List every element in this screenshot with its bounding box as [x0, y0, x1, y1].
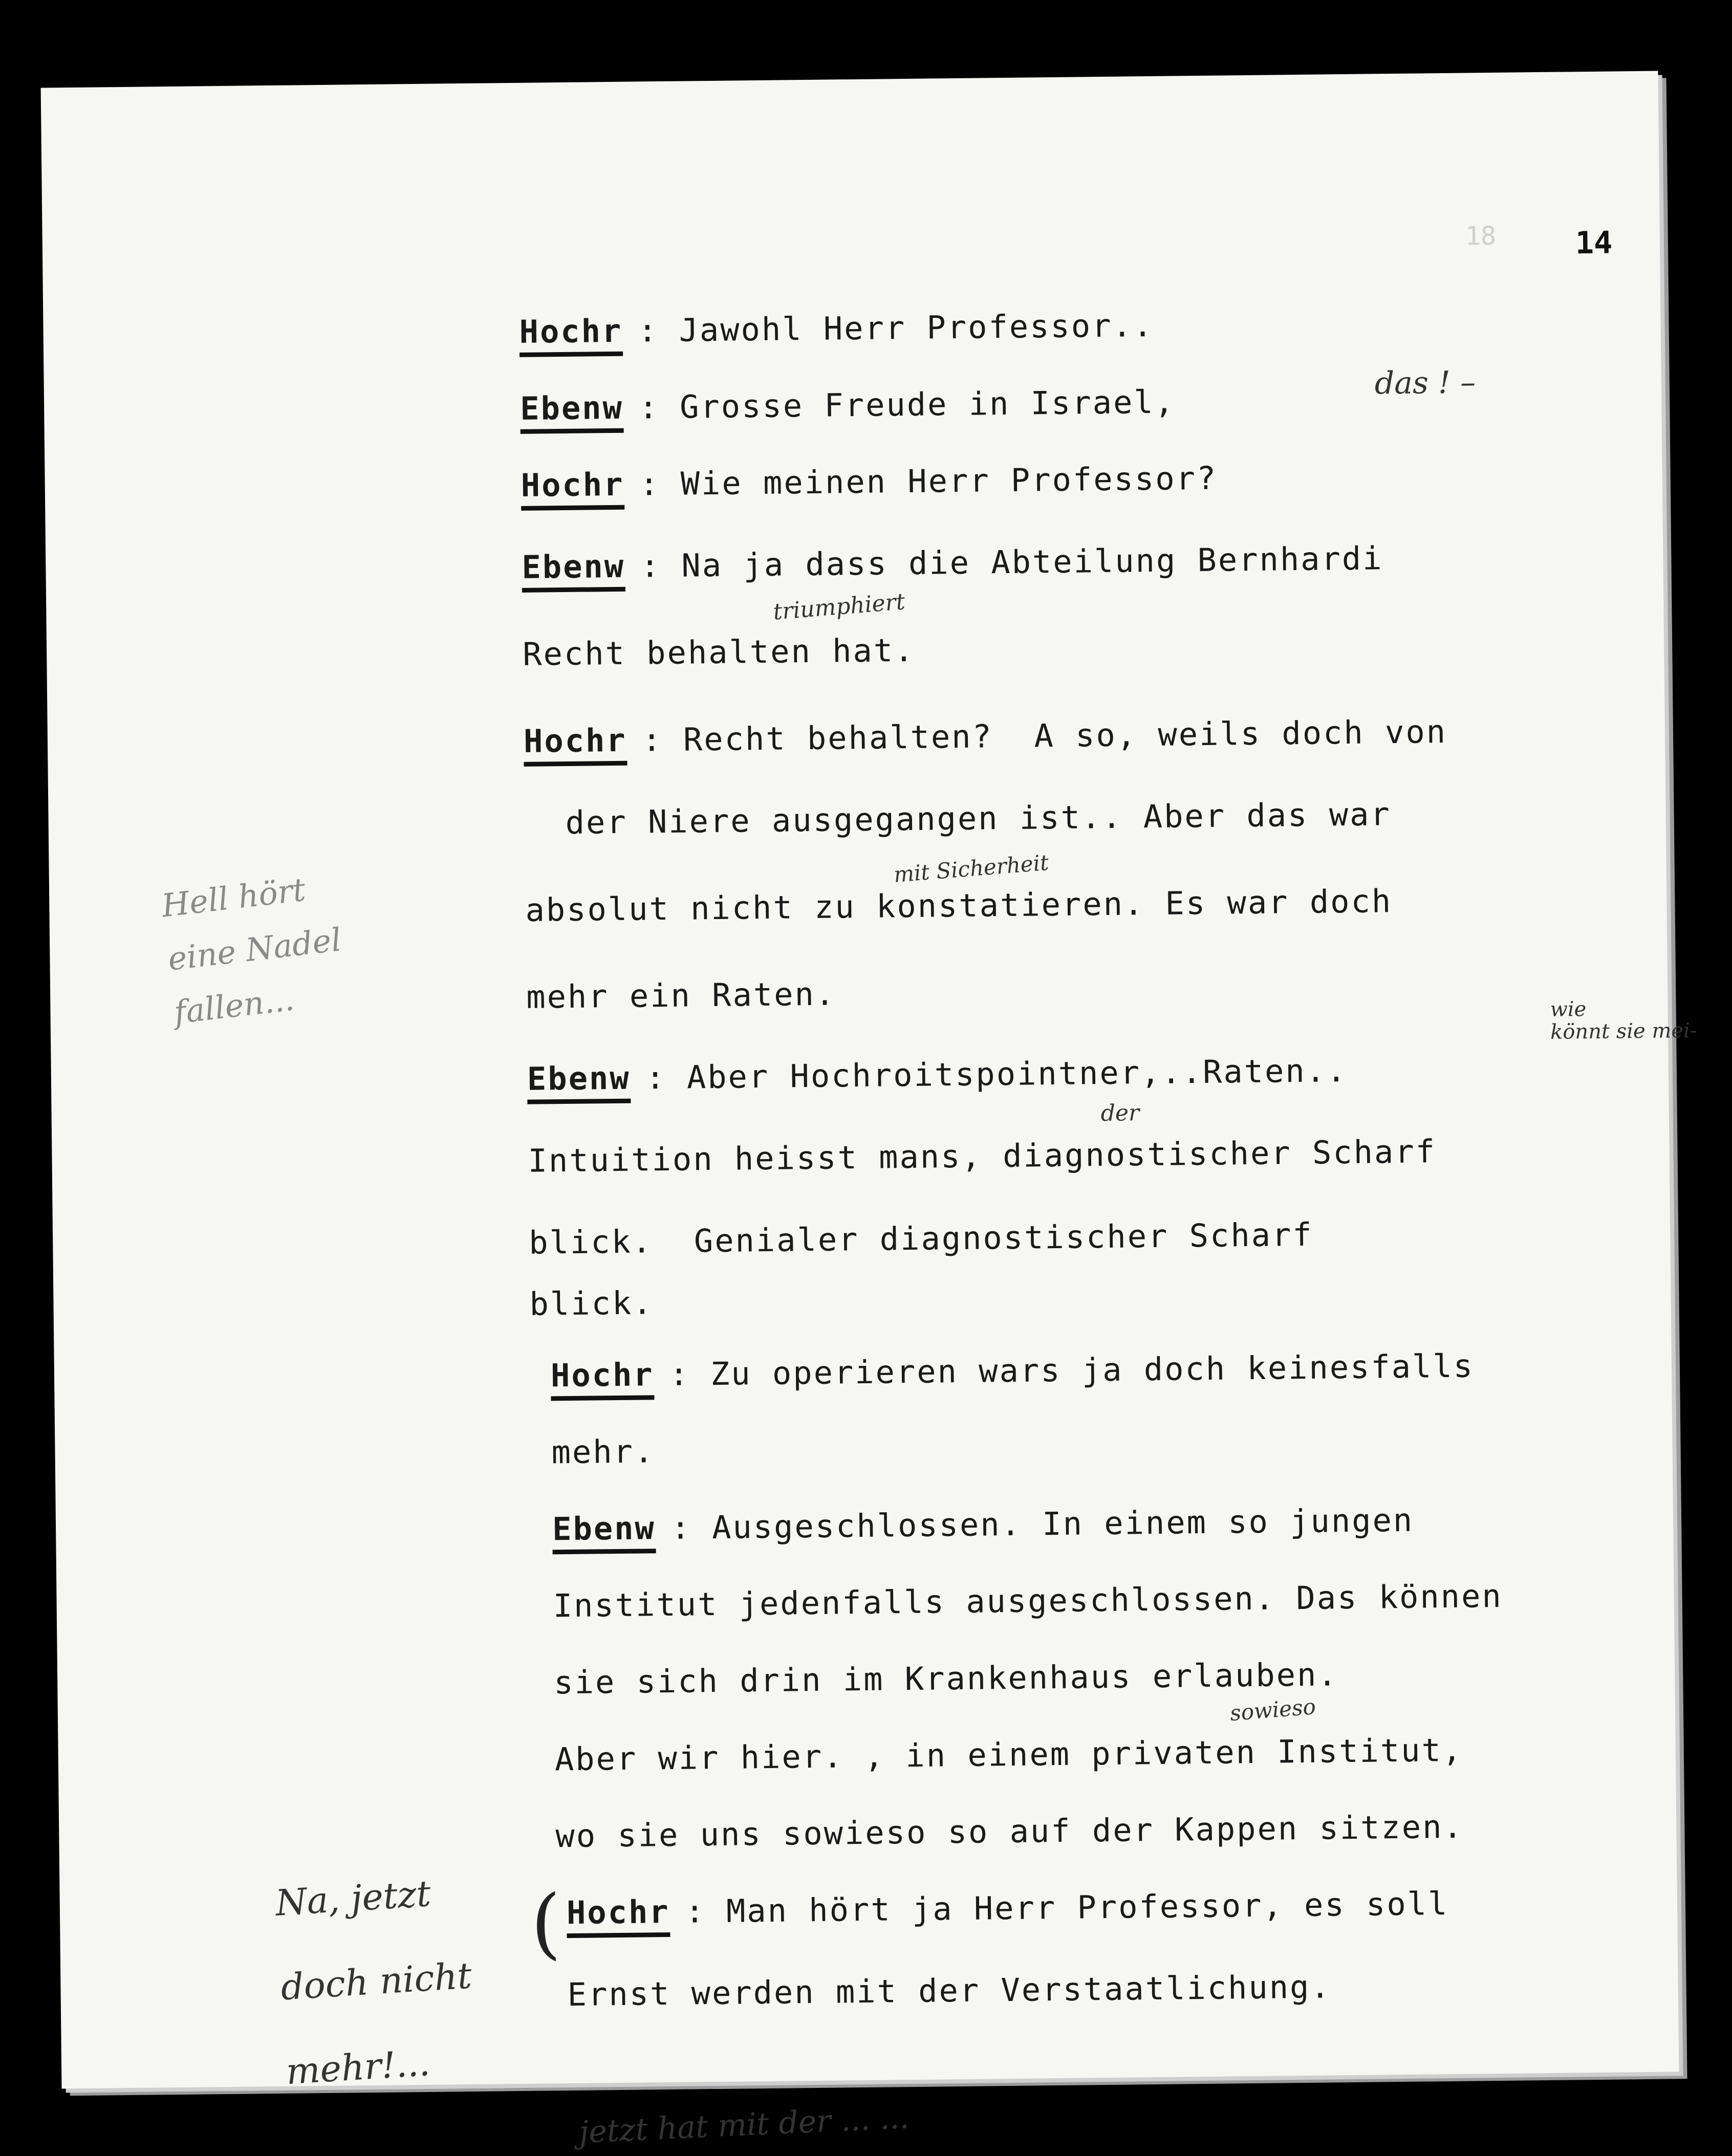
script-line-16: Ebenw : Ausgeschlossen. In einem so jungen	[552, 1501, 1414, 1555]
script-line-17	[553, 1577, 1503, 1624]
script-line-2: Ebenw : Grosse Freude in Israel,	[520, 383, 1176, 433]
line-text: sie sich drin im Krankenhaus erlauben.	[553, 1656, 1339, 1702]
speaker-label: Ebenw	[520, 389, 624, 434]
ghost-page-number: 18	[1465, 221, 1497, 251]
line-text: Jawohl Herr Professor..	[679, 306, 1154, 349]
page-number: 14	[1575, 225, 1613, 262]
speaker-label: Ebenw	[522, 548, 625, 593]
speaker-label: Hochr	[519, 312, 623, 357]
line-text: Aber Hochroitspointner,..Raten..	[686, 1052, 1348, 1096]
script-line-1: Hochr : Jawohl Herr Professor..	[519, 307, 1154, 357]
line-text: Grosse Freude in Israel,	[679, 383, 1176, 426]
line-text: blick.	[529, 1284, 654, 1323]
script-line-13	[529, 1284, 654, 1323]
line-text: Wie meinen Herr Professor?	[680, 459, 1218, 503]
line-text: Na ja dass die Abteilung Bernhardi	[681, 539, 1383, 584]
line-text: Intuition heisst mans, diagnostischer Scharf	[528, 1133, 1437, 1180]
script-line-18	[554, 1656, 1338, 1701]
line-text: mehr.	[551, 1432, 655, 1471]
insert-note-der: der	[1100, 1100, 1140, 1127]
bottom-handwritten-note: jetzt hat mit der ... ...	[578, 2099, 910, 2151]
document-page	[41, 71, 1697, 2151]
script-line-21: Hochr : Man hört ja Herr Professor, es soll	[567, 1885, 1449, 1938]
margin-note-left-top: Hell hört eine Nadel fallen...	[160, 870, 343, 1031]
line-text: Aber wir hier. , in einem privaten Institut,	[554, 1731, 1463, 1778]
speaker-label: Ebenw	[552, 1509, 656, 1554]
script-line-10: Ebenw : Aber Hochroitspointner,..Raten..	[527, 1052, 1348, 1104]
script-line-14: Hochr : Zu operieren wars ja doch keinesfalls	[551, 1347, 1475, 1401]
script-line-7	[565, 795, 1391, 841]
script-line-20	[555, 1808, 1464, 1855]
line-text: absolut nicht zu konstatieren. Es war doch	[525, 882, 1393, 929]
script-line-15	[551, 1432, 655, 1471]
speaker-label: Hochr	[551, 1356, 655, 1401]
insert-note-sowieso: sowieso	[1229, 1693, 1317, 1726]
speaker-label: Hochr	[521, 466, 624, 511]
script-line-6: Hochr : Recht behalten? A so, weils doch von	[524, 713, 1447, 767]
speaker-label: Ebenw	[527, 1059, 631, 1104]
script-line-4: Ebenw : Na ja dass die Abteilung Bernhardi	[522, 539, 1383, 593]
line-text: Ernst werden mit der Verstaatlichung.	[567, 1968, 1332, 2014]
line-text: Recht behalten? A so, weils doch von	[683, 712, 1447, 758]
line-text: der Niere ausgegangen ist.. Aber das war	[565, 795, 1392, 841]
script-line-22	[567, 1968, 1331, 2013]
line-text: Man hört ja Herr Professor, es soll	[726, 1885, 1449, 1930]
script-line-3: Hochr : Wie meinen Herr Professor?	[521, 460, 1217, 511]
speaker-label: Hochr	[567, 1893, 670, 1938]
insert-note-das: das ! –	[1374, 364, 1476, 402]
script-line-11	[528, 1133, 1436, 1180]
script-line-8	[525, 882, 1392, 929]
insert-note-wie-koennt: wie könnt sie mei-	[1550, 997, 1697, 1044]
line-text: mehr ein Raten.	[526, 975, 836, 1016]
insert-note-triumphiert: triumphiert	[772, 589, 906, 625]
margin-note-left-bottom: Na, jetzt doch nicht mehr!...	[274, 1872, 473, 2093]
speaker-label: Hochr	[524, 722, 627, 767]
line-text: blick. Genialer diagnostischer Scharf	[528, 1215, 1314, 1261]
insert-note-mit-sicherheit: mit Sicherheit	[893, 850, 1050, 887]
line-text: Zu operieren wars ja doch keinesfalls	[710, 1347, 1475, 1393]
line-text: Ausgeschlossen. In einem so jungen	[711, 1501, 1414, 1547]
script-line-19	[554, 1731, 1463, 1778]
line-text: wo sie uns sowieso so auf der Kappen sitzen.	[555, 1807, 1464, 1855]
line-text: Recht behalten hat.	[522, 631, 915, 673]
open-bracket-mark: (	[530, 1879, 561, 1968]
script-line-12	[529, 1216, 1313, 1261]
line-text: Institut jedenfalls ausgeschlossen. Das können	[553, 1577, 1503, 1625]
script-line-5	[523, 631, 915, 673]
script-line-9	[526, 975, 836, 1015]
